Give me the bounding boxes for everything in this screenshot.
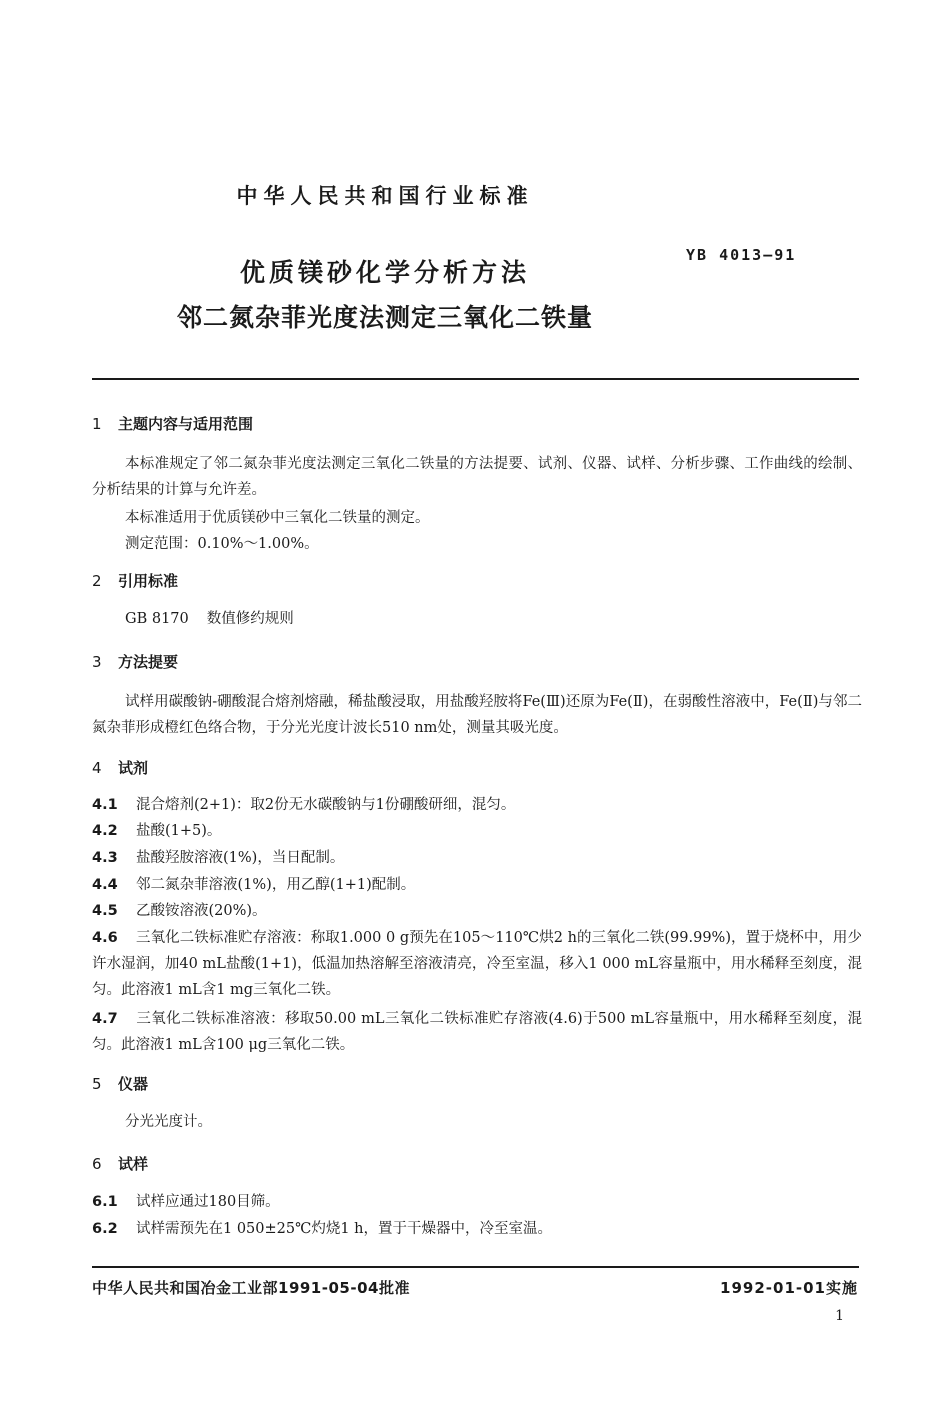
section-2-heading	[92, 570, 178, 591]
section-5-paragraph: 分光光度计。	[125, 1114, 212, 1130]
section-number: 4	[92, 759, 102, 777]
section-number: 2	[92, 572, 102, 590]
section-1-paragraph-1: 本标准规定了邻二氮杂菲光度法测定三氧化二铁量的方法提要、试剂、仪器、试样、分析步骤、工作曲线的绘制、分析结果的计算与允许差。	[92, 456, 862, 498]
list-item	[92, 925, 862, 1003]
list-item	[92, 1189, 280, 1215]
item-text: 混合熔剂(2+1)：取2份无水碳酸钠与1份硼酸研细，混匀。	[136, 797, 516, 813]
item-text: 邻二氮杂菲溶液(1%)，用乙醇(1+1)配制。	[136, 877, 416, 893]
list-item	[92, 1006, 862, 1058]
item-number: 6.2	[92, 1221, 118, 1237]
standard-number: YB 4013—91	[686, 246, 797, 264]
referenced-standard	[125, 606, 294, 632]
page-number: 1	[835, 1308, 844, 1324]
section-number: 1	[92, 415, 102, 433]
section-title: 试剂	[118, 759, 149, 777]
section-3-paragraph: 试样用碳酸钠-硼酸混合熔剂熔融，稀盐酸浸取，用盐酸羟胺将Fe(Ⅲ)还原为Fe(Ⅱ)，在弱酸性溶液中，Fe(Ⅱ)与邻二氮杂菲形成橙红色络合物，于分光光度计波长510 nm处，测量其吸光度。	[92, 694, 862, 736]
item-text: 乙酸铵溶液(20%)。	[136, 903, 267, 919]
item-number: 4.6	[92, 930, 118, 946]
item-number: 4.7	[92, 1011, 118, 1027]
item-number: 4.3	[92, 850, 118, 866]
document-title: 优质镁砂化学分析方法	[239, 258, 530, 287]
section-number: 3	[92, 653, 102, 671]
section-number: 5	[92, 1075, 102, 1093]
item-text: 三氧化二铁标准溶液：移取50.00 mL三氧化二铁标准贮存溶液(4.6)于500 mL容量瓶中，用水稀释至刻度，混匀。此溶液1 mL含100 μg三氧化二铁。	[92, 1011, 862, 1053]
section-title: 方法提要	[118, 653, 179, 671]
section-4-heading	[92, 757, 148, 778]
section-title: 试样	[118, 1155, 149, 1173]
section-1-paragraph-3: 测定范围：0.10%～1.00%。	[125, 536, 319, 552]
item-text: 盐酸(1+5)。	[136, 823, 222, 839]
list-item	[92, 898, 267, 924]
list-item	[92, 1216, 552, 1242]
header-divider	[92, 378, 859, 380]
item-text: 盐酸羟胺溶液(1%)，当日配制。	[136, 850, 345, 866]
document-subtitle: 邻二氮杂菲光度法测定三氧化二铁量	[176, 303, 593, 332]
section-1-paragraph-2: 本标准适用于优质镁砂中三氧化二铁量的测定。	[125, 510, 430, 526]
item-text: 试样需预先在1 050±25℃灼烧1 h，置于干燥器中，冷至室温。	[136, 1221, 553, 1237]
standard-category: 中华人民共和国行业标准	[236, 184, 534, 208]
item-number: 6.1	[92, 1194, 118, 1210]
item-text: 试样应通过180目筛。	[136, 1194, 280, 1210]
reference-code: GB 8170	[125, 611, 189, 627]
list-item	[92, 792, 515, 818]
item-number: 4.2	[92, 823, 118, 839]
section-6-heading	[92, 1153, 148, 1174]
list-item	[92, 872, 415, 898]
approval-statement: 中华人民共和国冶金工业部1991-05-04批准	[92, 1279, 410, 1297]
section-number: 6	[92, 1155, 102, 1173]
item-number: 4.5	[92, 903, 118, 919]
reference-name: 数值修约规则	[206, 611, 294, 627]
section-5-heading	[92, 1073, 148, 1094]
item-number: 4.1	[92, 797, 118, 813]
footer-divider	[92, 1266, 859, 1268]
item-text: 三氧化二铁标准贮存溶液：称取1.000 0 g预先在105～110℃烘2 h的三氧化二铁(99.99%)，置于烧杯中，用少许水湿润，加40 mL盐酸(1+1)，低温加热溶解至溶液清亮，冷至室温，移入1 000 mL容量瓶中，用水稀释至刻度，混匀。此溶液1 mL含1 mg三氧化二铁。	[92, 930, 862, 998]
section-1-heading	[92, 413, 253, 434]
list-item	[92, 818, 221, 844]
section-title: 仪器	[118, 1075, 149, 1093]
section-title: 主题内容与适用范围	[118, 415, 254, 433]
section-title: 引用标准	[118, 572, 179, 590]
list-item	[92, 845, 344, 871]
section-3-heading	[92, 651, 178, 672]
effective-date: 1992-01-01实施	[720, 1279, 858, 1297]
item-number: 4.4	[92, 877, 118, 893]
